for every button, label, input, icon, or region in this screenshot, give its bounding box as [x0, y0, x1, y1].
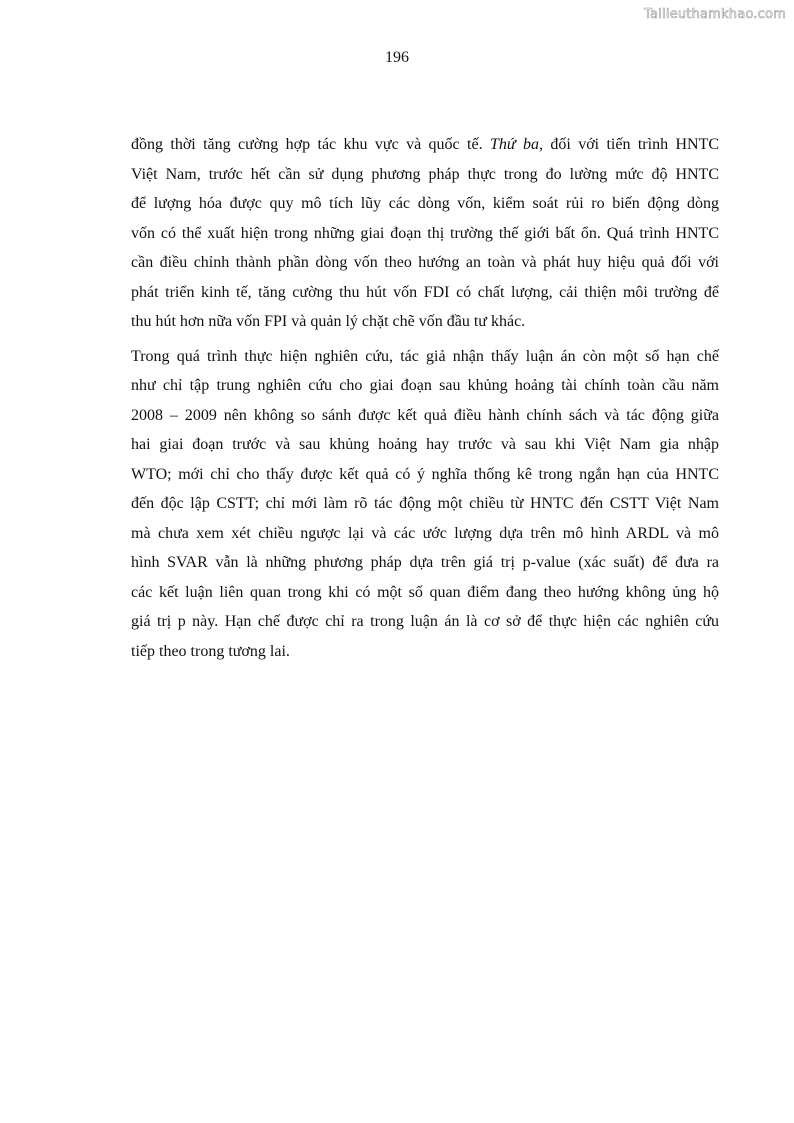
text-line: 2008 – 2009 nên không so sánh được kết quả điều hành chính sách và tác động giữa	[131, 406, 719, 424]
text-line: các kết luận liên quan trong khi có một số quan điểm đang theo hướng không ủng hộ	[131, 583, 719, 601]
text-line: tiếp theo trong tương lai.	[131, 642, 290, 660]
text-line	[131, 130, 719, 160]
text-line: như chỉ tập trung nghiên cứu cho giai đoạn sau khủng hoảng tài chính toàn cầu năm	[131, 377, 719, 394]
watermark: Tailieuthamkhao.com	[644, 7, 786, 22]
text-line: thu hút hơn nữa vốn FPI và quản lý chặt chẽ vốn đầu tư khác.	[131, 313, 526, 330]
text-line: cần điều chỉnh thành phần dòng vốn theo hướng an toàn và phát huy hiệu quả đối với	[131, 254, 719, 271]
text-line: đến độc lập CSTT; chỉ mới làm rõ tác động một chiều từ HNTC đến CSTT Việt Nam	[131, 495, 719, 512]
text-line: Trong quá trình thực hiện nghiên cứu, tác giả nhận thấy luận án còn một số hạn chế	[131, 347, 719, 365]
text-line: WTO; mới chỉ cho thấy được kết quả có ý nghĩa thống kê trong ngắn hạn của HNTC	[131, 465, 719, 483]
text-line: giá trị p này. Hạn chế được chỉ ra trong luận án là cơ sở để thực hiện các nghiên cứu	[131, 613, 719, 630]
text-line: vốn có thể xuất hiện trong những giai đoạn thị trường thế giới bất ổn. Quá trình HNTC	[131, 224, 719, 242]
text-line: phát triển kinh tế, tăng cường thu hút vốn FDI có chất lượng, cải thiện môi trường để	[131, 283, 719, 301]
text-line: mà chưa xem xét chiều ngược lại và các ước lượng dựa trên mô hình ARDL và mô	[131, 524, 719, 542]
paragraph-2	[131, 342, 719, 667]
document-body	[131, 130, 719, 666]
text-line: hai giai đoạn trước và sau khủng hoảng hay trước và sau khi Việt Nam gia nhập	[131, 436, 719, 453]
text-run: đồng thời tăng cường hợp tác khu vực và quốc tế.	[131, 136, 490, 153]
paragraph-1	[131, 130, 719, 337]
text-run: , đối với tiến trình HNTC	[538, 136, 720, 153]
text-line: hình SVAR vẫn là những phương pháp dựa trên giá trị p-value (xác suất) để đưa ra	[131, 554, 719, 571]
page-number: 196	[385, 49, 409, 66]
text-line: để lượng hóa được quy mô tích lũy các dòng vốn, kiểm soát rủi ro biến động dòng	[131, 195, 719, 212]
emphasis-text: Thứ ba	[489, 136, 539, 153]
text-line: Việt Nam, trước hết cần sử dụng phương pháp thực trong đo lường mức độ HNTC	[131, 165, 719, 183]
